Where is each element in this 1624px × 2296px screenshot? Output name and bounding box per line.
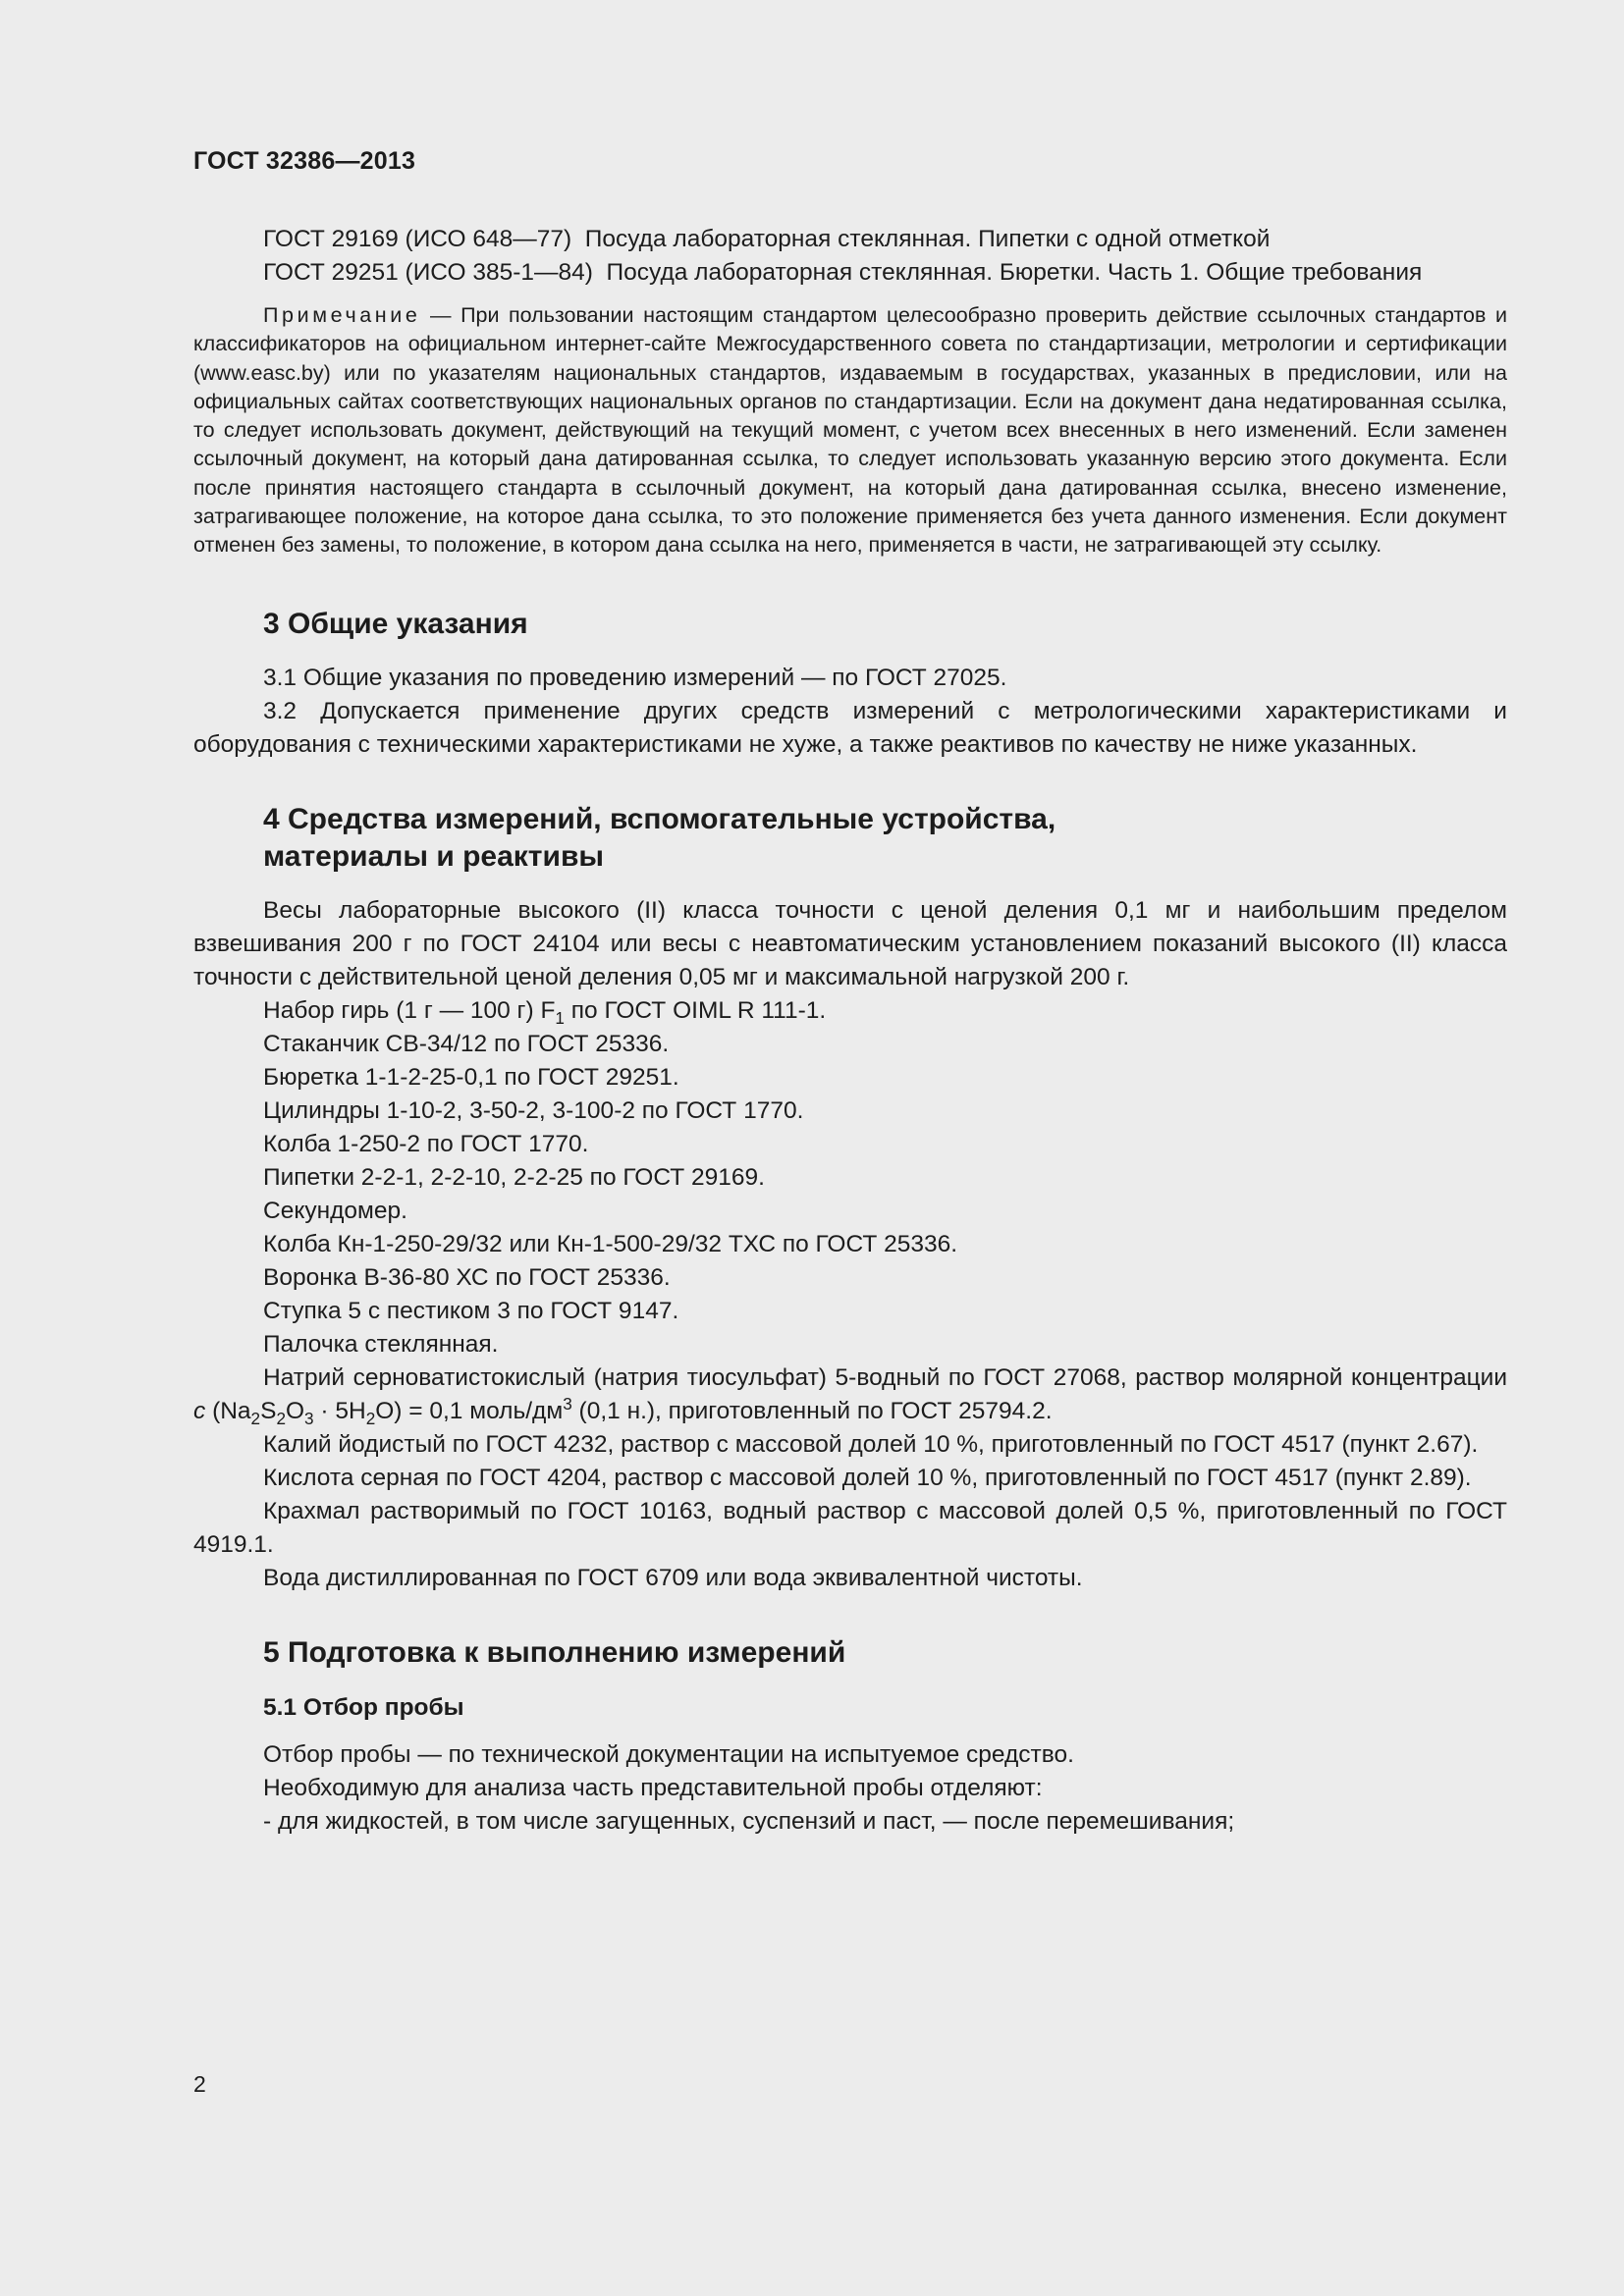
thiosulfate-paragraph <box>193 1362 1507 1428</box>
list-item: Пипетки 2-2-1, 2-2-10, 2-2-25 по ГОСТ 29169. <box>263 1163 765 1191</box>
list-item: Воронка В-36-80 ХС по ГОСТ 25336. <box>263 1263 671 1291</box>
reference-gost-29169 <box>193 223 1507 256</box>
equipment-list <box>193 1028 1507 1362</box>
list-item: Секундомер. <box>263 1197 407 1224</box>
sulfuric-acid-paragraph: Кислота серная по ГОСТ 4204, раствор с массовой долей 10 %, приготовленный по ГОСТ 4517 (пункт 2.89). <box>263 1464 1472 1491</box>
thiosulfate-text-tail: (0,1 н.), приготовленный по ГОСТ 25794.2. <box>571 1397 1053 1424</box>
sample-separation-paragraph: Необходимую для анализа часть представительной пробы отделяют: <box>263 1774 1043 1801</box>
potassium-iodide-paragraph: Калий йодистый по ГОСТ 4232, раствор с массовой долей 10 %, приготовленный по ГОСТ 4517 (пункт 2.67). <box>263 1430 1479 1458</box>
concentration-symbol: c <box>193 1397 206 1424</box>
list-item: Бюретка 1-1-2-25-0,1 по ГОСТ 29251. <box>263 1063 679 1091</box>
page-number: 2 <box>193 2071 206 2097</box>
reference-code: ГОСТ 29251 (ИСО 385-1—84) <box>263 259 593 286</box>
list-item: Стаканчик СВ-34/12 по ГОСТ 25336. <box>263 1030 670 1057</box>
subsection-5-1-heading: 5.1 Отбор пробы <box>263 1693 464 1721</box>
weights-paragraph <box>193 994 1507 1028</box>
starch-paragraph: Крахмал растворимый по ГОСТ 10163, водный раствор с массовой долей 0,5 %, приготовленный по ГОСТ 4919.1. <box>193 1497 1507 1558</box>
list-item: Палочка стеклянная. <box>263 1330 499 1358</box>
section-4-heading-line1: 4 Средства измерений, вспомогательные устройства, <box>263 802 1056 835</box>
page-content <box>193 223 1507 1839</box>
section-4-heading-line2: материалы и реактивы <box>263 839 605 873</box>
note-paragraph <box>193 301 1507 561</box>
list-item: Колба Кн-1-250-29/32 или Кн-1-500-29/32 ТХС по ГОСТ 25336. <box>263 1230 958 1257</box>
thiosulfate-text: Натрий серноватистокислый (натрия тиосульфат) 5-водный по ГОСТ 27068, раствор молярной концентрации <box>263 1363 1507 1391</box>
formula-subscript: 2 <box>250 1408 261 1428</box>
unit-superscript: 3 <box>563 1393 572 1414</box>
formula-subscript: 2 <box>276 1408 286 1428</box>
water-paragraph: Вода дистиллированная по ГОСТ 6709 или вода эквивалентной чистоты. <box>263 1564 1083 1591</box>
reference-title: Посуда лабораторная стеклянная. Бюретки. Часть 1. Общие требования <box>606 259 1423 286</box>
paragraph-3-2: 3.2 Допускается применение других средств измерений с метрологическими характеристиками и оборудования с техническими характеристиками не хуже, а также реактивов по качеству не ниже указанных. <box>193 697 1507 758</box>
weights-text: Набор гирь (1 г — 100 г) F <box>263 996 556 1024</box>
scales-paragraph: Весы лабораторные высокого (II) класса точности с ценой деления 0,1 мг и наибольшим пределом взвешивания 200 г по ГОСТ 24104 или весы с неавтоматическим установлением показаний высокого (II) класса точности с действительной ценой деления 0,05 мг и максимальной нагрузкой 200 г. <box>193 896 1507 990</box>
document-code-header: ГОСТ 32386—2013 <box>193 147 416 175</box>
weights-text-tail: по ГОСТ OIML R 111-1. <box>564 996 827 1024</box>
sampling-paragraph: Отбор пробы — по технической документации на испытуемое средство. <box>263 1740 1074 1768</box>
thiosulfate-unit: = 0,1 моль/дм <box>402 1397 564 1424</box>
weights-subscript: 1 <box>555 1007 565 1028</box>
section-4-heading <box>193 801 1507 876</box>
section-5-heading: 5 Подготовка к выполнению измерений <box>263 1635 846 1669</box>
chemical-formula: $(Na_2S_2O_3 \cdot 5H_2O)$ <box>212 1397 403 1428</box>
list-item: Колба 1-250-2 по ГОСТ 1770. <box>263 1130 589 1157</box>
list-item: Цилиндры 1-10-2, 3-50-2, 3-100-2 по ГОСТ 1770. <box>263 1096 804 1124</box>
formula-subscript: 2 <box>365 1408 376 1428</box>
formula-subscript: 3 <box>304 1408 314 1428</box>
liquids-list-item: - для жидкостей, в том числе загущенных, суспензий и паст, — после перемешивания; <box>263 1807 1235 1835</box>
list-item: Ступка 5 с пестиком 3 по ГОСТ 9147. <box>263 1297 679 1324</box>
section-3-heading: 3 Общие указания <box>263 607 528 640</box>
note-label: Примечание <box>263 303 421 327</box>
note-text: — При пользовании настоящим стандартом целесообразно проверить действие ссылочных стандартов и классификаторов на официальном интернет-сайте Межгосударственного совета по стандартизации, метрологии и сертификации (www.easc.by) или по указателям национальных стандартов, издаваемым в государствах, указанных в предисловии, или на официальных сайтах соответствующих национальных органов по стандартизации. Если на документ дана недатированная ссылка, то следует использовать документ, действующий на текущий момент, с учетом всех внесенных в него изменений. Если заменен ссылочный документ, на который дана датированная ссылка, то следует использовать указанную версию этого документа. Если после принятия настоящего стандарта в ссылочный документ, на который дана датированная ссылка, внесено изменение, затрагивающее положение, на которое дана ссылка, то это положение применяется без учета данного изменения. Если документ отменен без замены, то положение, в котором дана ссылка на него, применяется в части, не затрагивающей эту ссылку. <box>193 303 1507 558</box>
reference-title: Посуда лабораторная стеклянная. Пипетки с одной отметкой <box>584 226 1271 252</box>
paragraph-3-1: 3.1 Общие указания по проведению измерений — по ГОСТ 27025. <box>263 664 1007 691</box>
reference-code: ГОСТ 29169 (ИСО 648—77) <box>263 226 572 252</box>
reference-gost-29251 <box>193 256 1507 290</box>
